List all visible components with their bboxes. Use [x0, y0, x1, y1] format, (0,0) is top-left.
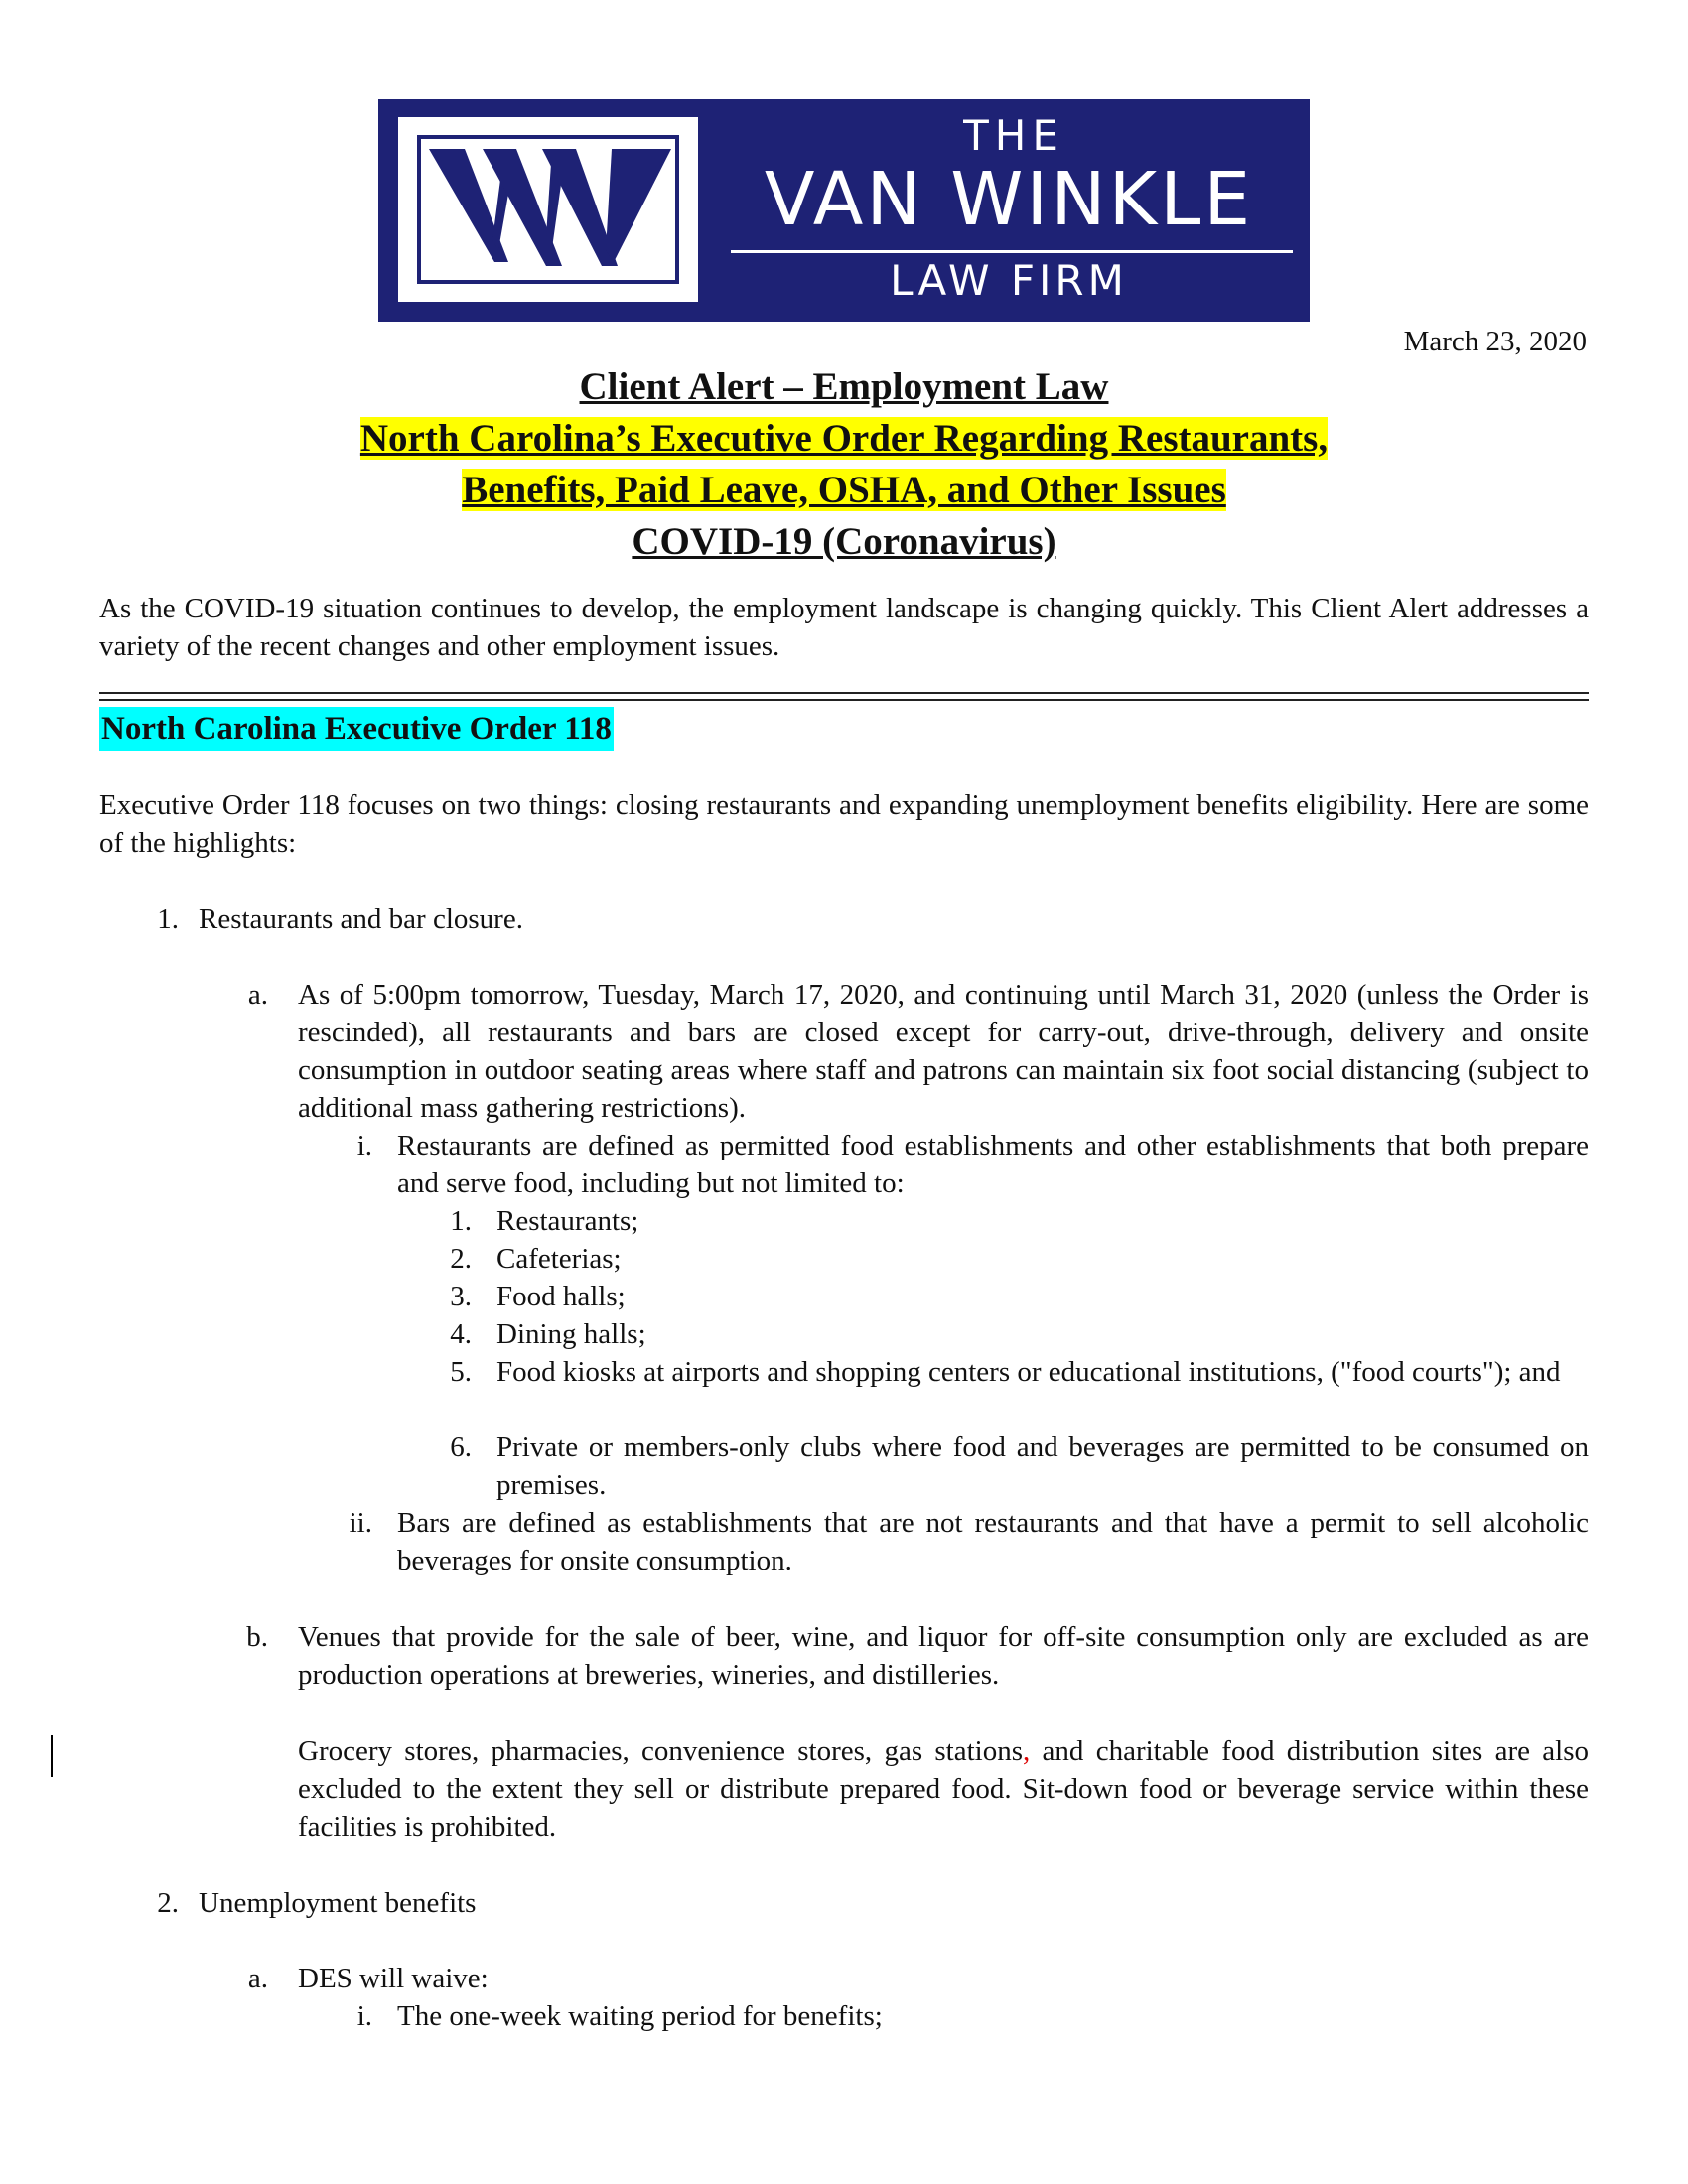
list-number: 5. [450, 1356, 472, 1388]
list-item-text: Bars are defined as establishments that are not restaurants and that have a permit to sell alcoholic beverages for onsite consumption. [397, 1507, 1589, 1576]
list-item: Private or members-only clubs where food and beverages are permitted to be consumed on premises. [496, 1432, 1589, 1501]
section-heading: North Carolina Executive Order 118 [99, 707, 614, 751]
title-block [99, 361, 1589, 568]
text-cursor [51, 1735, 53, 1777]
list-item-text: Venues that provide for the sale of beer, wine, and liquor for off-site consumption only are excluded as are production operations at breweries, wineries, and distilleries. [298, 1621, 1589, 1691]
list-item: Cafeterias; [496, 1243, 622, 1275]
list-number: 2. [157, 1887, 179, 1919]
list-item-text: DES will waive: [298, 1963, 489, 1994]
list-item-text: The one-week waiting period for benefits; [397, 2000, 883, 2032]
vw-monogram-icon [413, 131, 683, 288]
list-item: Food halls; [496, 1281, 626, 1312]
intro-paragraph: As the COVID-19 situation continues to develop, the employment landscape is changing quickly. This Client Alert addresses a variety of the recent changes and other employment issues. [99, 593, 1589, 662]
logo-divider [731, 250, 1293, 253]
logo-law-firm-text: LAW FIRM [890, 256, 1128, 305]
list-letter: b. [246, 1621, 268, 1653]
highlighted-title: Benefits, Paid Leave, OSHA, and Other Issues [462, 469, 1226, 511]
list-item-text: As of 5:00pm tomorrow, Tuesday, March 17, 2020, and continuing until March 31, 2020 (unless the Order is rescinded), all restaurants and bars are closed except for carry-out, drive-through, delivery and onsite consumption in outdoor seating areas where staff and patrons can maintain six foot social distancing (subject to additional mass gathering restrictions). [298, 979, 1589, 1124]
list-number: 2. [450, 1243, 472, 1275]
list-item: Dining halls; [496, 1318, 646, 1350]
list-number: 1. [157, 903, 179, 935]
list-number: 1. [450, 1205, 472, 1237]
list-item-text: Restaurants are defined as permitted food establishments and other establishments that both prepare and serve food, including but not limited to: [397, 1130, 1589, 1199]
list-item: Food kiosks at airports and shopping centers or educational institutions, ("food courts"); and [496, 1356, 1561, 1388]
section-lead: Executive Order 118 focuses on two things: closing restaurants and expanding unemployment benefits eligibility. Here are some of the highlights: [99, 789, 1589, 859]
title-line-1: Client Alert – Employment Law [579, 365, 1109, 408]
double-rule [99, 699, 1589, 701]
double-rule [99, 692, 1589, 694]
firm-logo [378, 99, 1310, 322]
title-line-2 [99, 413, 1589, 465]
list-number: 6. [450, 1432, 472, 1463]
list-item-label: Restaurants and bar closure. [199, 903, 523, 935]
title-line-3 [99, 465, 1589, 516]
document-date: March 23, 2020 [1403, 326, 1587, 357]
title-line-4: COVID-19 (Coronavirus) [632, 520, 1056, 563]
highlighted-title: North Carolina’s Executive Order Regarding Restaurants, [359, 417, 1329, 460]
logo-frame [398, 117, 698, 302]
tracked-change-comma: , [1023, 1735, 1031, 1767]
list-item-label: Unemployment benefits [199, 1887, 477, 1919]
list-number: 3. [450, 1281, 472, 1312]
list-roman: i. [356, 2000, 372, 2032]
list-letter: a. [247, 1963, 268, 1994]
list-item: Restaurants; [496, 1205, 639, 1237]
list-roman: i. [356, 1130, 372, 1161]
followup-paragraph: Grocery stores, pharmacies, convenience stores, gas stations, and charitable food distribution sites are also excluded to the extent they sell or distribute prepared food. Sit-down food or beverage service within these facilities is prohibited. [298, 1735, 1590, 1843]
list-roman: ii. [349, 1507, 372, 1539]
logo-the-text: THE [963, 111, 1064, 160]
logo-firm-name: VAN WINKLE [764, 157, 1254, 242]
list-letter: a. [247, 979, 268, 1011]
list-number: 4. [450, 1318, 472, 1350]
